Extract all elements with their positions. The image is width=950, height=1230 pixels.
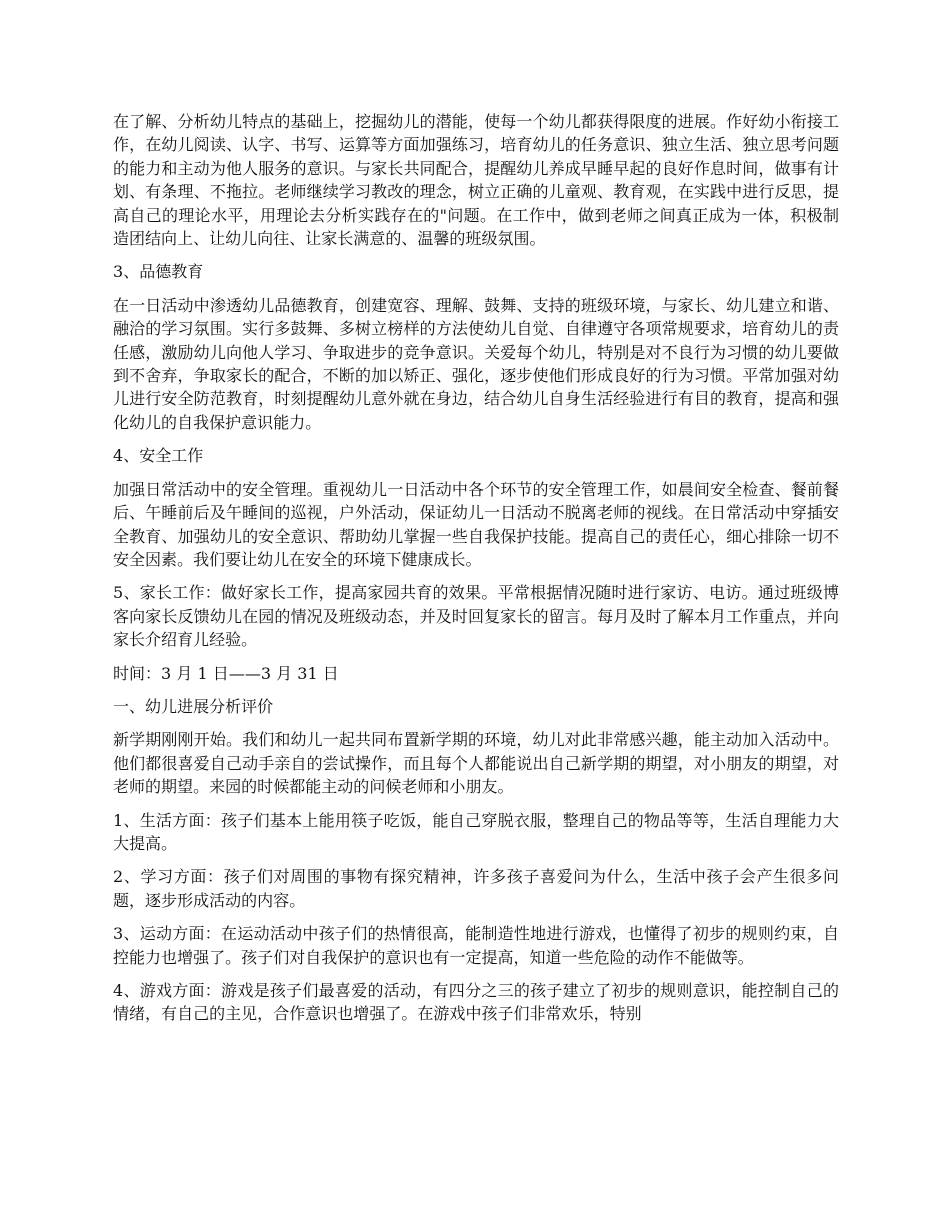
paragraph-intro: 在了解、分析幼儿特点的基础上，挖掘幼儿的潜能，使每一个幼儿都获得限度的进展。作好幼小衔接工作，在幼儿阅读、认字、书写、运算等方面加强练习，培育幼儿的任务意识、独立生活、独立思考问题的能力和主动为他人服务的意识。与家长共同配合，提醒幼儿养成早睡早起的良好作息时间，做事有计划、有条理、不拖拉。老师继续学习教改的理念，树立正确的儿童观、教育观，在实践中进行反思，提高自己的理论水平，用理论去分析实践存在的"问题。在工作中，做到老师之间真正成为一体，积极制造团结向上、让幼儿向往、让家长满意的、温馨的班级氛围。 [113, 112, 839, 249]
paragraph-games-aspect: 4、游戏方面：游戏是孩子们最喜爱的活动，有四分之三的孩子建立了初步的规则意识，能控制自己的情绪，有自己的主见，合作意识也增强了。在游戏中孩子们非常欢乐，特别 [113, 981, 839, 1024]
paragraph-life-aspect: 1、生活方面：孩子们基本上能用筷子吃饭，能自己穿脱衣服，整理自己的物品等等，生活自理能力大大提高。 [113, 810, 839, 853]
document-page [113, 110, 839, 1036]
paragraph-sports-aspect: 3、运动方面：在运动活动中孩子们的热情很高，能制造性地进行游戏，也懂得了初步的规则约束，自控能力也增强了。孩子们对自我保护的意识也有一定提高，知道一些危险的动作不能做等。 [113, 924, 839, 967]
paragraph-moral-education: 在一日活动中渗透幼儿品德教育，创建宽容、理解、鼓舞、支持的班级环境，与家长、幼儿建立和谐、融洽的学习氛围。实行多鼓舞、多树立榜样的方法使幼儿自觉、自律遵守各项常规要求，培育幼儿的责任感，激励幼儿向他人学习、争取进步的竞争意识。关爱每个幼儿，特别是对不良行为习惯的幼儿要做到不舍弃，争取家长的配合，不断的加以矫正、强化，逐步使他们形成良好的行为习惯。平常加强对幼儿进行安全防范教育，时刻提醒幼儿意外就在身边，结合幼儿自身生活经验进行有目的教育，提高和强化幼儿的自我保护意识能力。 [113, 295, 839, 432]
paragraph-safety-work: 加强日常活动中的安全管理。重视幼儿一日活动中各个环节的安全管理工作，如晨间安全检查、餐前餐后、午睡前后及午睡间的巡视，户外活动，保证幼儿一日活动不脱离老师的视线。在日常活动中穿插安全教育、加强幼儿的安全意识、帮助幼儿掌握一些自我保护技能。提高自己的责任心，细心排除一切不安全因素。我们要让幼儿在安全的环境下健康成长。 [113, 479, 839, 569]
paragraph-parent-work: 5、家长工作：做好家长工作，提高家园共育的效果。平常根据情况随时进行家访、电访。通过班级博客向家长反馈幼儿在园的情况及班级动态，并及时回复家长的留言。每月及时了解本月工作重点，并向家长介绍育儿经验。 [113, 583, 839, 650]
time-range: 时间：3 月 1 日——3 月 31 日 [113, 663, 339, 683]
heading-progress-analysis: 一、幼儿进展分析评价 [113, 696, 274, 716]
paragraph-new-semester: 新学期刚刚开始。我们和幼儿一起共同布置新学期的环境，幼儿对此非常感兴趣，能主动加入活动中。他们都很喜爱自己动手亲自的尝试操作，而且每个人都能说出自己新学期的期望，对小朋友的期望，对老师的期望。来园的时候都能主动的问候老师和小朋友。 [113, 730, 839, 797]
heading-safety-work: 4、安全工作 [113, 446, 204, 466]
paragraph-learning-aspect: 2、学习方面：孩子们对周围的事物有探究精神，许多孩子喜爱问为什么，生活中孩子会产生很多问题，逐步形成活动的内容。 [113, 867, 839, 910]
heading-moral-education: 3、品德教育 [113, 262, 204, 282]
